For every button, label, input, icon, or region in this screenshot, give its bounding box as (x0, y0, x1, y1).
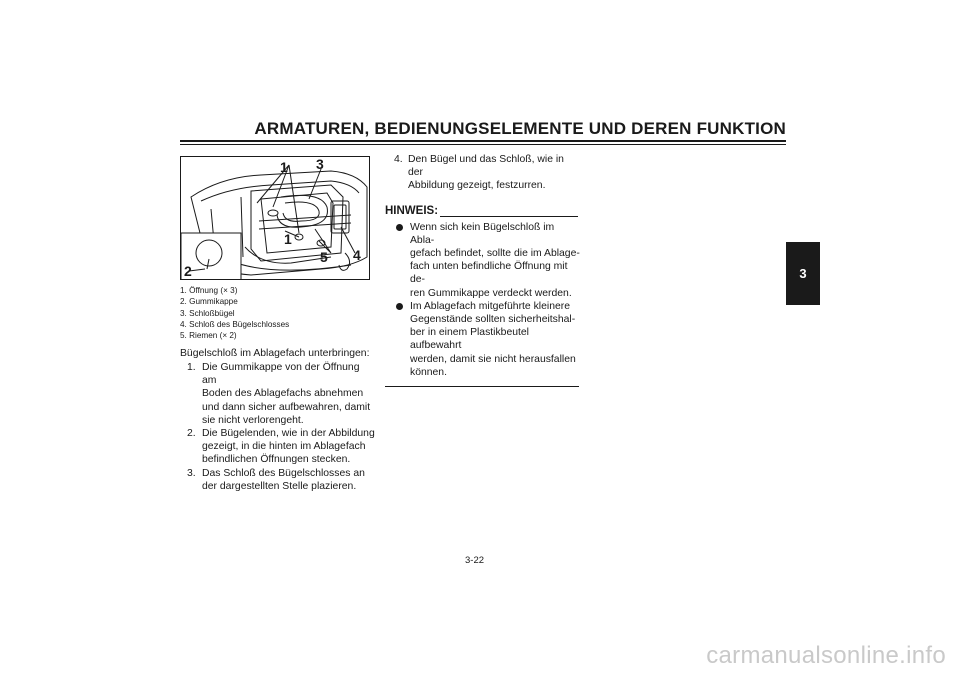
illustration-drawing (181, 157, 370, 280)
step-line: Den Bügel und das Schloß, wie in der (408, 154, 564, 179)
bullet-line: Im Ablagefach mitgeführte kleinere (410, 300, 570, 312)
bullet-line: gefach befindet, sollte die im Ablage- (410, 248, 580, 260)
bullet-line: Wenn sich kein Bügelschloß im Abla- (410, 221, 555, 246)
steps-list (180, 361, 376, 493)
note-end-rule (385, 386, 579, 387)
title-rule (180, 140, 786, 142)
step-line: Die Bügelenden, wie in der Abbildung (202, 428, 375, 440)
figure-legend (180, 285, 289, 341)
note-bullet (388, 300, 580, 379)
bullet-line: ber in einem Plastikbeutel aufbewahrt (410, 327, 529, 352)
column-2 (385, 153, 580, 387)
step-line: Abbildung gezeigt, festzurren. (408, 180, 546, 192)
bullet-dot-icon (396, 303, 403, 310)
title-rule-thin (180, 144, 786, 145)
step-line: Das Schloß des Bügelschlosses an (202, 467, 365, 479)
bullet-dot-icon (396, 224, 403, 231)
note-bullet (388, 221, 580, 300)
legend-item: 4. Schloß des Bügelschlosses (180, 319, 290, 329)
step-line: befindlichen Öffnungen stecken. (202, 454, 351, 466)
watermark[interactable]: carmanualsonline.info (706, 642, 946, 669)
chapter-tab[interactable]: 3 (786, 242, 820, 305)
callout-4: 4 (353, 247, 361, 263)
page-title: ARMATUREN, BEDIENUNGSELEMENTE UND DEREN FUNKTION (254, 119, 786, 138)
legend-item: 1. Öffnung (× 3) (180, 286, 238, 295)
bullet-line: werden, damit sie nicht herausfallen (410, 353, 576, 365)
step-item (180, 361, 376, 427)
step-number: 2. (187, 428, 196, 440)
step-line: Boden des Ablagefachs abnehmen (202, 388, 364, 400)
callout-5: 5 (320, 249, 328, 265)
step-line: Die Gummikappe von der Öffnung am (202, 362, 360, 387)
callout-3: 3 (316, 156, 324, 172)
bullet-line: können. (410, 366, 447, 378)
callout-1-top: 1 (280, 159, 288, 175)
step-item (180, 467, 376, 493)
page-number: 3-22 (465, 555, 485, 566)
step-number: 4. (394, 154, 403, 165)
callout-2: 2 (184, 263, 192, 279)
legend-item: 3. Schloßbügel (180, 308, 235, 318)
bullet-line: Gegenstände sollten sicherheitshal- (410, 314, 576, 326)
step-line: gezeigt, in die hinten im Ablagefach (202, 441, 366, 453)
legend-item: 2. Gummikappe (180, 297, 238, 307)
callout-1-bottom: 1 (284, 231, 292, 247)
bullet-line: fach unten befindliche Öffnung mit de- (410, 261, 568, 286)
step-item (388, 153, 580, 193)
note-heading (385, 204, 580, 221)
storage-compartment-illustration (180, 156, 370, 280)
step-line: sie nicht verlorengeht. (202, 414, 304, 426)
step-line: und dann sicher aufbewahren, damit (202, 401, 371, 413)
step-item (180, 427, 376, 467)
step-number: 1. (187, 362, 196, 373)
note-heading-rule (440, 216, 578, 217)
note-label: HINWEIS: (385, 205, 441, 217)
step-line: der dargestellten Stelle plazieren. (202, 480, 357, 492)
bullet-line: ren Gummikappe verdeckt werden. (410, 287, 572, 299)
section-intro: Bügelschloß im Ablagefach unterbringen: (180, 348, 370, 359)
step-number: 3. (187, 467, 196, 479)
legend-item: 5. Riemen (× 2) (180, 331, 237, 341)
